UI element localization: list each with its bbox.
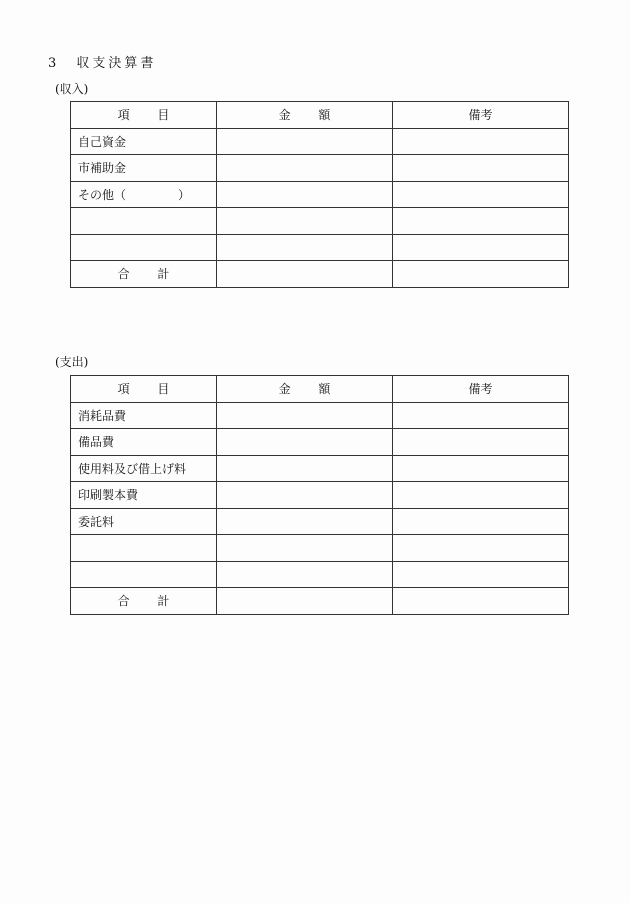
income-item-cell[interactable]	[71, 234, 217, 261]
income-note-cell[interactable]	[393, 128, 569, 155]
table-row	[71, 482, 569, 509]
expense-total-row	[71, 588, 569, 615]
expense-item-cell: 備品費	[71, 429, 217, 456]
expense-note-cell[interactable]	[393, 535, 569, 562]
expense-header-amount	[217, 376, 393, 403]
income-amount-cell[interactable]	[217, 128, 393, 155]
table-row	[71, 508, 569, 535]
expense-note-cell[interactable]	[393, 482, 569, 509]
income-header-item-text: 項 目	[117, 108, 182, 123]
expense-amount-cell[interactable]	[217, 402, 393, 429]
table-row	[71, 455, 569, 482]
other-label: その他（	[78, 187, 127, 202]
income-note-cell[interactable]	[393, 234, 569, 261]
expense-total-note-cell[interactable]	[393, 588, 569, 615]
expense-note-cell[interactable]	[393, 508, 569, 535]
expense-header-note: 備考	[393, 376, 569, 403]
income-note-cell[interactable]	[393, 181, 569, 208]
table-row	[71, 181, 569, 208]
expense-header-row	[71, 376, 569, 403]
expense-note-cell[interactable]	[393, 429, 569, 456]
income-total-label-text: 合 計	[117, 267, 182, 282]
income-note-cell[interactable]	[393, 155, 569, 182]
table-row	[71, 561, 569, 588]
expense-item-cell: 印刷製本費	[71, 482, 217, 509]
expense-section-label: (支出)	[55, 355, 89, 369]
income-section-label: (収入)	[55, 82, 89, 96]
other-close-paren: ）	[178, 187, 191, 202]
table-row	[71, 234, 569, 261]
expense-table	[70, 375, 569, 615]
income-header-note: 備考	[393, 102, 569, 129]
table-row	[71, 535, 569, 562]
expense-header-item	[71, 376, 217, 403]
expense-amount-cell[interactable]	[217, 482, 393, 509]
table-row	[71, 128, 569, 155]
heading-number: 3	[48, 56, 58, 71]
expense-header-amount-text: 金 額	[278, 382, 343, 397]
income-item-cell	[71, 181, 217, 208]
expense-amount-cell[interactable]	[217, 455, 393, 482]
expense-note-cell[interactable]	[393, 561, 569, 588]
expense-amount-cell[interactable]	[217, 429, 393, 456]
income-total-amount-cell[interactable]	[217, 261, 393, 288]
heading-title: 収支決算書	[76, 56, 157, 71]
expense-amount-cell[interactable]	[217, 508, 393, 535]
income-item-cell[interactable]	[71, 208, 217, 235]
expense-total-label-text: 合 計	[117, 594, 182, 609]
income-note-cell[interactable]	[393, 208, 569, 235]
expense-note-cell[interactable]	[393, 455, 569, 482]
expense-header-item-text: 項 目	[117, 382, 182, 397]
income-header-amount-text: 金 額	[278, 108, 343, 123]
expense-item-cell: 使用料及び借上げ料	[71, 455, 217, 482]
income-amount-cell[interactable]	[217, 234, 393, 261]
income-amount-cell[interactable]	[217, 208, 393, 235]
income-amount-cell[interactable]	[217, 181, 393, 208]
table-row	[71, 402, 569, 429]
expense-item-cell[interactable]	[71, 535, 217, 562]
income-header-row	[71, 102, 569, 129]
expense-item-cell: 委託料	[71, 508, 217, 535]
income-total-row	[71, 261, 569, 288]
income-amount-cell[interactable]	[217, 155, 393, 182]
expense-note-cell[interactable]	[393, 402, 569, 429]
income-table	[70, 101, 569, 288]
table-row	[71, 429, 569, 456]
expense-total-label	[71, 588, 217, 615]
income-total-label	[71, 261, 217, 288]
income-total-note-cell[interactable]	[393, 261, 569, 288]
table-row	[71, 155, 569, 182]
expense-amount-cell[interactable]	[217, 561, 393, 588]
expense-total-amount-cell[interactable]	[217, 588, 393, 615]
expense-amount-cell[interactable]	[217, 535, 393, 562]
income-header-item	[71, 102, 217, 129]
income-item-cell: 市補助金	[71, 155, 217, 182]
expense-item-cell: 消耗品費	[71, 402, 217, 429]
expense-item-cell[interactable]	[71, 561, 217, 588]
income-item-cell: 自己資金	[71, 128, 217, 155]
income-header-amount	[217, 102, 393, 129]
table-row	[71, 208, 569, 235]
document-heading	[48, 52, 156, 71]
